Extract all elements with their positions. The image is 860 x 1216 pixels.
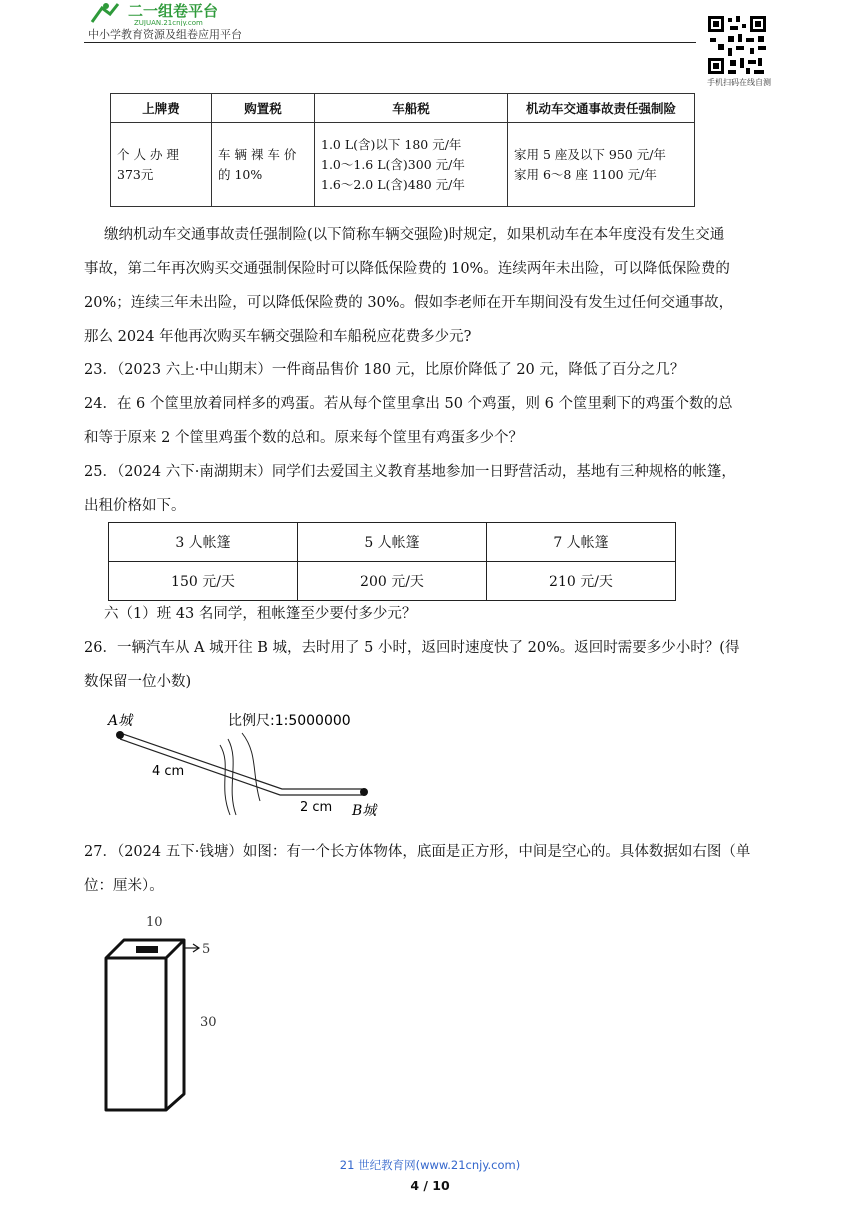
box-outline: [106, 940, 184, 1110]
tent-header-3: 3 人帐篷: [109, 523, 298, 562]
brand-url: ZUJUAN.21cnjy.com: [134, 19, 203, 26]
q26-text: 26．一辆汽车从 A 城开往 B 城，去时用了 5 小时，返回时速度快了 20%。返回时需要多少小时？(得 数保留一位小数): [84, 640, 740, 690]
map-scale: 比例尺:1:5000000: [228, 713, 351, 729]
fee-cell-vessel-tax: 1.0 L(含)以下 180 元/年 1.0～1.6 L(含)300 元/年 1.6～2.0 L(含)480 元/年: [315, 123, 508, 207]
map-b-label: B城: [352, 803, 377, 819]
fee-table: [110, 93, 695, 207]
runner-icon: [92, 3, 118, 22]
q27-text: 27．（2024 五下·钱塘）如图：有一个长方体物体，底面是正方形，中间是空心的。具体数据如右图（单 位：厘米）。: [84, 844, 751, 894]
tent-header-5: 5 人帐篷: [298, 523, 487, 562]
tent-price-7: 210 元/天: [487, 562, 676, 601]
box-side-label: 5: [202, 942, 211, 957]
q24-text: 24．在 6 个筐里放着同样多的鸡蛋。若从每个筐里拿出 50 个鸡蛋，则 6 个筐里剩下的鸡蛋个数的总 和等于原来 2 个筐里鸡蛋个数的总和。原来每个筐里有鸡蛋多少个？: [84, 396, 733, 446]
page-number: 4 / 10: [410, 1178, 450, 1193]
q22-paragraph: 缴纳机动车交通事故责任强制险(以下简称车辆交强险)时规定，如果机动车在本年度没有发生交通 事故，第二年再次购买交通强制保险时可以降低保险费的 10%。连续两年未出险，可以降低保险费的 20%；连续三年未出险，可以降低保险费的 30%。假如李老师在开车期间没有发生过任何交通事故， 那么 2024 年他再次购买车辆交强险和车船税应花费多少元?: [84, 227, 734, 345]
box-height-label: 30: [200, 1015, 217, 1030]
q23-text: 23．（2023 六上·中山期末）一件商品售价 180 元，比原价降低了 20 元，降低了百分之几？: [84, 362, 685, 378]
tent-header-7: 7 人帐篷: [487, 523, 676, 562]
qr-caption: 手机扫码在线自测: [707, 78, 771, 87]
qr-code-icon[interactable]: [706, 14, 768, 76]
footer-link[interactable]: 21 世纪教育网(www.21cnjy.com): [339, 1158, 521, 1172]
map-b-point: [360, 788, 368, 796]
map-a-point: [116, 731, 124, 739]
brand-logo: [88, 2, 268, 26]
brand-main: 二一组卷平台: [128, 2, 219, 20]
fee-header-insurance: 机动车交通事故责任强制险: [508, 94, 695, 123]
fee-header-purchase-tax: 购置税: [212, 94, 315, 123]
fee-cell-registration: 个 人 办 理 373元: [111, 123, 212, 207]
box-arrow: [184, 944, 199, 952]
header-divider: [84, 42, 696, 43]
tent-table: [108, 522, 676, 601]
fee-cell-purchase-tax: 车 辆 裸 车 价 的 10%: [212, 123, 315, 207]
tent-price-3: 150 元/天: [109, 562, 298, 601]
fee-cell-insurance: 家用 5 座及以下 950 元/年 家用 6～8 座 1100 元/年: [508, 123, 695, 207]
q25-question: 六（1）班 43 名同学，租帐篷至少要付多少元？: [104, 606, 417, 622]
fee-header-registration: 上牌费: [111, 94, 212, 123]
q25-text: 25．（2024 六下·南湖期末）同学们去爱国主义教育基地参加一日野营活动，基地有三种规格的帐篷， 出租价格如下。: [84, 464, 736, 514]
box-hole: [136, 946, 158, 953]
map-seg2: 2 cm: [300, 800, 333, 815]
map-a-label: A城: [108, 713, 133, 729]
fee-header-vessel-tax: 车船税: [315, 94, 508, 123]
box-figure: [96, 908, 236, 1118]
tent-price-5: 200 元/天: [298, 562, 487, 601]
map-seg1: 4 cm: [152, 764, 185, 779]
route-map-figure: [100, 705, 400, 820]
header-subtitle: 中小学教育资源及组卷应用平台: [88, 28, 242, 41]
box-top-label: 10: [146, 915, 163, 930]
